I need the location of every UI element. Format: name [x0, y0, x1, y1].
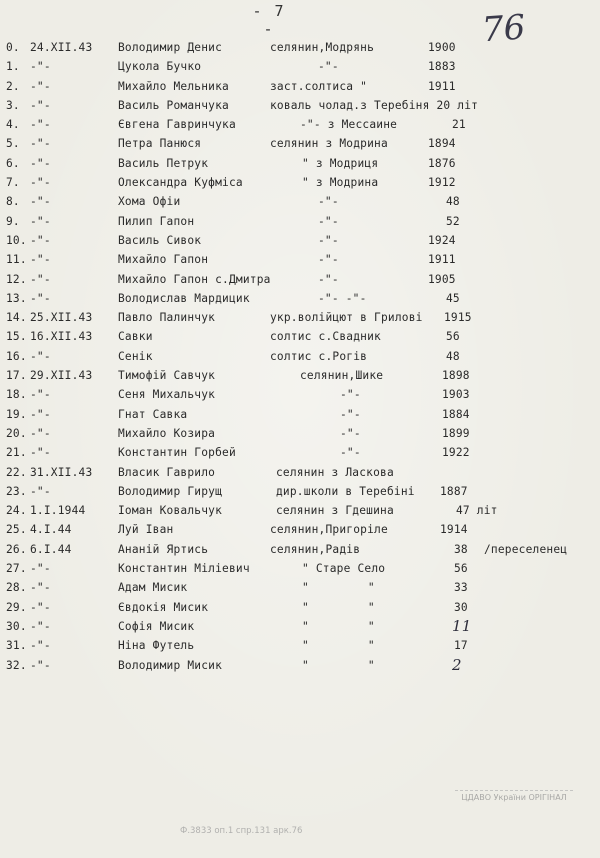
row-occupation-place: -"- — [318, 214, 339, 228]
row-number: 29. — [6, 600, 27, 614]
row-occupation-place: " " — [302, 658, 375, 672]
row-name: Михайло Мельника — [118, 79, 229, 93]
row-year-age: 1911 — [428, 79, 456, 93]
row-name: Константин Міліевич — [118, 562, 250, 576]
row-occupation-place: " Старе Село — [302, 562, 386, 576]
row-name: Михайло Козира — [118, 426, 216, 440]
row-name: Михайло Гапон с.Дмитра — [118, 272, 271, 286]
row-name: Пилип Гапон — [118, 214, 195, 228]
row-number: 23. — [6, 484, 27, 498]
row-date: -"- — [30, 581, 51, 595]
list-row — [0, 231, 600, 250]
row-occupation-place: селянин з Гдешина — [276, 504, 394, 518]
row-number: 3. — [6, 98, 20, 112]
list-row — [0, 154, 600, 173]
row-occupation-place: -"- — [340, 426, 361, 440]
row-number: 11. — [6, 253, 27, 267]
row-year-age: 52 — [446, 214, 460, 228]
row-number: 25. — [6, 523, 27, 537]
row-year-age: 1899 — [442, 426, 470, 440]
row-date: -"- — [30, 272, 51, 286]
row-date: -"- — [30, 137, 51, 151]
row-name: Тимофій Савчук — [118, 369, 216, 383]
list-row — [0, 656, 600, 675]
list-row — [0, 501, 600, 520]
row-occupation-place: -"- -"- — [318, 291, 367, 305]
row-name: Сенік — [118, 349, 153, 363]
row-year-age: 33 — [454, 581, 468, 595]
row-name: Василь Петрук — [118, 156, 209, 170]
row-occupation-place: -"- — [318, 253, 339, 267]
row-name: Хома Офіи — [118, 195, 181, 209]
row-occupation-place: " " — [302, 619, 375, 633]
row-name: Савки — [118, 330, 153, 344]
list-row — [0, 636, 600, 655]
row-date: -"- — [30, 60, 51, 74]
row-name: Володислав Мардицик — [118, 291, 250, 305]
row-occupation-place: " з Модрина — [302, 176, 379, 190]
row-date: 25.XII.43 — [30, 311, 93, 325]
row-number: 1. — [6, 60, 20, 74]
victims-list — [0, 38, 600, 675]
row-number: 16. — [6, 349, 27, 363]
list-row — [0, 463, 600, 482]
row-date: -"- — [30, 195, 51, 209]
row-date: 24.XII.43 — [30, 41, 93, 54]
row-number: 13. — [6, 291, 27, 305]
row-name: Цукола Бучко — [118, 60, 202, 74]
row-year-age: 45 — [446, 291, 460, 305]
row-name: Василь Сивок — [118, 233, 202, 247]
row-name: Володимир Денис — [118, 41, 223, 54]
row-year-age: 1903 — [442, 388, 470, 402]
row-date: -"- — [30, 291, 51, 305]
row-occupation-place: -"- з Мессаине — [300, 118, 398, 132]
row-name: Гнат Савка — [118, 407, 188, 421]
row-occupation-place: -"- — [318, 60, 339, 74]
row-occupation-place: -"- — [340, 446, 361, 460]
row-number: 30. — [6, 619, 27, 633]
row-name: Володимир Мисик — [118, 658, 223, 672]
row-date: -"- — [30, 484, 51, 498]
row-year-age: 56 — [446, 330, 460, 344]
list-row — [0, 578, 600, 597]
row-name: Сеня Михальчук — [118, 388, 216, 402]
row-year-age: 30 — [454, 600, 468, 614]
row-number: 20. — [6, 426, 27, 440]
list-row — [0, 520, 600, 539]
row-year-age: 48 — [446, 195, 460, 209]
list-row — [0, 115, 600, 134]
row-year-age: 1887 — [440, 484, 468, 498]
row-date: -"- — [30, 253, 51, 267]
list-row — [0, 327, 600, 346]
list-row — [0, 57, 600, 76]
row-name: Луй Іван — [118, 523, 174, 537]
list-row — [0, 38, 600, 57]
row-year-age: 1911 — [428, 253, 456, 267]
row-number: 15. — [6, 330, 27, 344]
list-row — [0, 212, 600, 231]
row-number: 6. — [6, 156, 20, 170]
row-date: -"- — [30, 426, 51, 440]
list-row — [0, 617, 600, 636]
row-number: 24. — [6, 504, 27, 518]
row-year-age: 11 — [452, 616, 472, 635]
row-name: Володимир Гирущ — [118, 484, 223, 498]
faded-archive-reference: Ф.3833 оп.1 спр.131 арк.76 — [180, 826, 303, 836]
row-number: 28. — [6, 581, 27, 595]
row-year-age: 1900 — [428, 41, 456, 54]
row-number: 27. — [6, 562, 27, 576]
archive-folio-mark: 76 — [480, 7, 527, 51]
list-row — [0, 173, 600, 192]
list-row — [0, 96, 600, 115]
row-number: 12. — [6, 272, 27, 286]
row-number: 7. — [6, 176, 20, 190]
row-number: 10. — [6, 233, 27, 247]
row-name: Власик Гаврило — [118, 465, 216, 479]
row-name: Михайло Гапон — [118, 253, 209, 267]
row-year-age: 2 — [452, 655, 462, 674]
list-row — [0, 270, 600, 289]
row-date: -"- — [30, 79, 51, 93]
row-date: -"- — [30, 619, 51, 633]
row-name: Іоман Ковальчук — [118, 504, 223, 518]
row-name: Євгена Гавринчука — [118, 118, 236, 132]
row-date: -"- — [30, 600, 51, 614]
row-date: -"- — [30, 233, 51, 247]
row-occupation-place: -"- — [318, 233, 339, 247]
row-year-age: 1898 — [442, 369, 470, 383]
list-row — [0, 77, 600, 96]
row-occupation-place: заст.солтиса " — [270, 79, 368, 93]
row-occupation-place: селянин,Модрянь — [270, 41, 375, 54]
row-date: -"- — [30, 98, 51, 112]
row-name: Олександра Куфміса — [118, 176, 243, 190]
row-occupation-place: " з Модриця — [302, 156, 379, 170]
list-row — [0, 134, 600, 153]
row-year-age: 1924 — [428, 233, 456, 247]
row-number: 2. — [6, 79, 20, 93]
archive-stamp: ЦДАВО України ОРІГІНАЛ — [455, 790, 573, 827]
row-year-age: 1912 — [428, 176, 456, 190]
row-year-age: 47 літ — [456, 504, 498, 518]
row-date: 4.I.44 — [30, 523, 72, 537]
row-year-age: 1884 — [442, 407, 470, 421]
row-year-age: 1914 — [440, 523, 468, 537]
row-date: -"- — [30, 118, 51, 132]
row-date: 29.XII.43 — [30, 369, 93, 383]
row-occupation-place: -"- — [340, 407, 361, 421]
row-date: -"- — [30, 407, 51, 421]
row-name: Ніна Футель — [118, 639, 195, 653]
row-number: 9. — [6, 214, 20, 228]
row-occupation-place: солтис с.Рогів — [270, 349, 368, 363]
row-year-age: 56 — [454, 562, 468, 576]
row-number: 5. — [6, 137, 20, 151]
list-row — [0, 559, 600, 578]
row-date: 16.XII.43 — [30, 330, 93, 344]
list-row — [0, 347, 600, 366]
list-row — [0, 443, 600, 462]
row-year-age: 1922 — [442, 446, 470, 460]
list-row — [0, 540, 600, 559]
row-name: Софія Мисик — [118, 619, 195, 633]
list-row — [0, 598, 600, 617]
row-number: 0. — [6, 41, 20, 54]
row-occupation-place: укр.волійцют в Грилові — [270, 311, 423, 325]
row-number: 14. — [6, 311, 27, 325]
row-name: Петра Панюся — [118, 137, 202, 151]
row-occupation-place: -"- — [318, 195, 339, 209]
row-year-age: 1876 — [428, 156, 456, 170]
row-number: 18. — [6, 388, 27, 402]
row-occupation-place: " " — [302, 600, 375, 614]
row-date: -"- — [30, 658, 51, 672]
row-year-age: 38 — [454, 542, 468, 556]
row-year-age: 21 — [452, 118, 466, 132]
list-row — [0, 192, 600, 211]
row-number: 32. — [6, 658, 27, 672]
row-occupation-place: селянин з Модрина — [270, 137, 388, 151]
row-name: Павло Палинчук — [118, 311, 216, 325]
row-occupation-place: селянин,Пригоріле — [270, 523, 388, 537]
list-row — [0, 482, 600, 501]
row-occupation-place: селянин,Радів — [270, 542, 361, 556]
row-year-age: 1883 — [428, 60, 456, 74]
row-date: -"- — [30, 214, 51, 228]
row-number: 4. — [6, 118, 20, 132]
row-date: -"- — [30, 156, 51, 170]
row-occupation-place: -"- — [318, 272, 339, 286]
row-year-age: 1915 — [444, 311, 472, 325]
row-year-age: 1894 — [428, 137, 456, 151]
list-row — [0, 424, 600, 443]
row-year-age: 48 — [446, 349, 460, 363]
row-date: -"- — [30, 639, 51, 653]
row-occupation-place: селянин з Ласкова — [276, 465, 394, 479]
row-date: -"- — [30, 446, 51, 460]
row-number: 22. — [6, 465, 27, 479]
list-row — [0, 366, 600, 385]
row-occupation-place: " " — [302, 581, 375, 595]
row-date: -"- — [30, 176, 51, 190]
list-row — [0, 289, 600, 308]
list-row — [0, 385, 600, 404]
row-date: -"- — [30, 562, 51, 576]
row-occupation-place: коваль чолад.з Теребіня 20 літ — [270, 98, 479, 112]
row-name: Адам Мисик — [118, 581, 188, 595]
row-number: 31. — [6, 639, 27, 653]
row-date: 31.XII.43 — [30, 465, 93, 479]
page-number: - 7 - — [252, 2, 286, 38]
row-occupation-place: " " — [302, 639, 375, 653]
row-year-age: 1905 — [428, 272, 456, 286]
row-name: Євдокія Мисик — [118, 600, 209, 614]
row-occupation-place: -"- — [340, 388, 361, 402]
list-row — [0, 405, 600, 424]
row-name: Константин Горбей — [118, 446, 236, 460]
row-occupation-place: селянин,Шике — [300, 369, 384, 383]
row-year-age: 17 — [454, 639, 468, 653]
row-date: -"- — [30, 388, 51, 402]
row-occupation-place: солтис с.Свадник — [270, 330, 381, 344]
row-number: 19. — [6, 407, 27, 421]
row-name: Ананій Яртись — [118, 542, 209, 556]
row-number: 17. — [6, 369, 27, 383]
row-number: 21. — [6, 446, 27, 460]
row-number: 8. — [6, 195, 20, 209]
row-note: /переселенец — [484, 542, 568, 556]
row-date: 1.I.1944 — [30, 504, 86, 518]
row-number: 26. — [6, 542, 27, 556]
row-name: Василь Романчука — [118, 98, 229, 112]
row-occupation-place: дир.школи в Теребіні — [276, 484, 415, 498]
row-date: 6.I.44 — [30, 542, 72, 556]
list-row — [0, 250, 600, 269]
list-row — [0, 308, 600, 327]
row-date: -"- — [30, 349, 51, 363]
